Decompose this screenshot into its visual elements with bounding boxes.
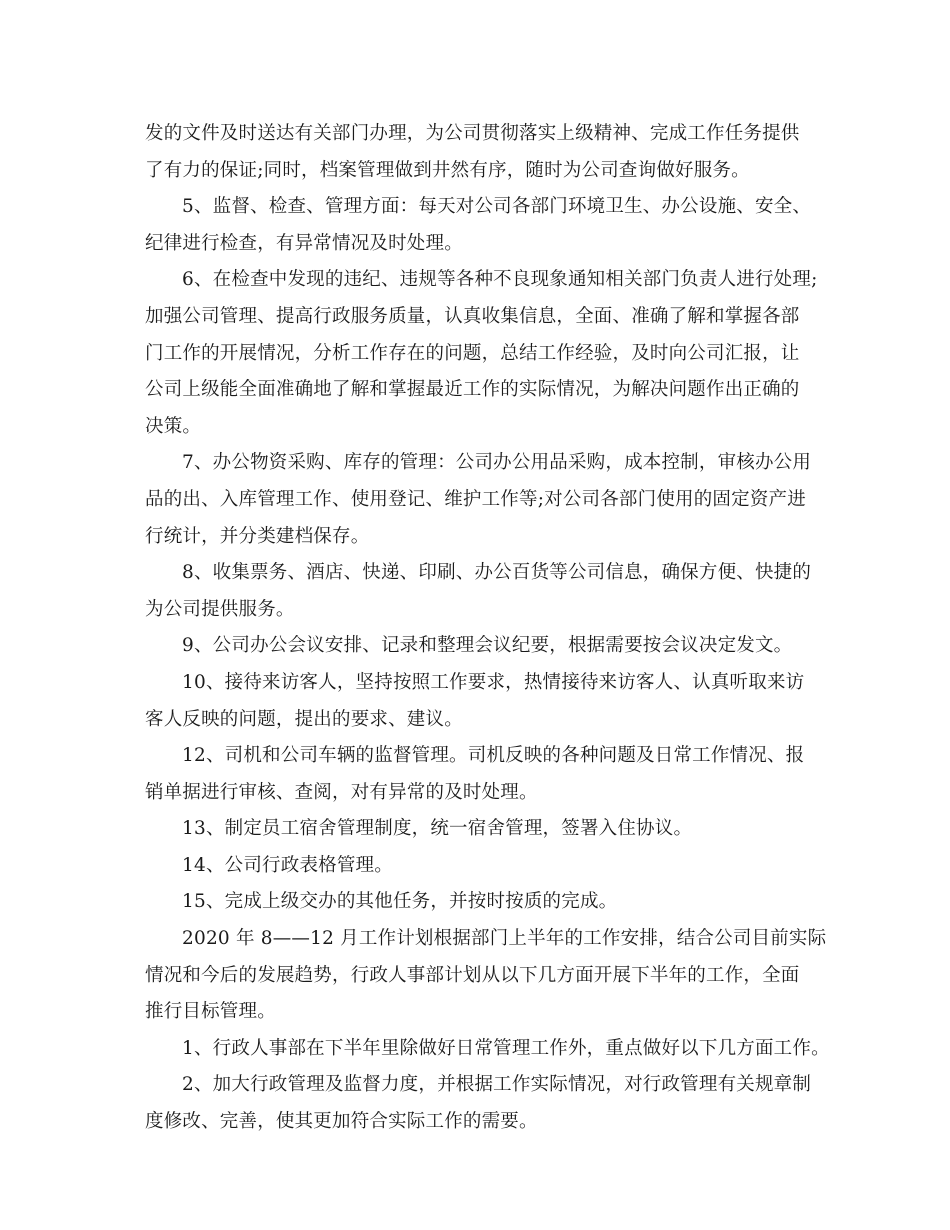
text-line: 推行目标管理。 bbox=[145, 1001, 276, 1023]
paragraph-start-line: 15、完成上级交办的其他任务，并按时按质的完成。 bbox=[182, 891, 618, 913]
text-line: 度修改、完善，使其更加符合实际工作的需要。 bbox=[145, 1111, 538, 1133]
paragraph-start-line: 10、接待来访客人，坚持按照工作要求，热情接待来访客人、认真听取来访 bbox=[182, 671, 805, 693]
text-line: 公司上级能全面准确地了解和掌握最近工作的实际情况，为解决问题作出正确的 bbox=[145, 379, 800, 401]
text-line: 门工作的开展情况，分析工作存在的问题，总结工作经验，及时向公司汇报，让 bbox=[145, 342, 800, 364]
text-line: 品的出、入库管理工作、使用登记、维护工作等;对公司各部门使用的固定资产进 bbox=[145, 488, 806, 510]
text-line: 销单据进行审核、查阅，对有异常的及时处理。 bbox=[145, 781, 538, 803]
paragraph-start-line: 7、办公物资采购、库存的管理：公司办公用品采购，成本控制，审核办公用 bbox=[182, 452, 812, 474]
text-line: 纪律进行检查，有异常情况及时处理。 bbox=[145, 232, 463, 254]
text-line: 客人反映的问题，提出的要求、建议。 bbox=[145, 708, 463, 730]
text-line: 发的文件及时送达有关部门办理，为公司贯彻落实上级精神、完成工作任务提供 bbox=[145, 123, 800, 144]
text-line: 了有力的保证;同时，档案管理做到井然有序，随时为公司查询做好服务。 bbox=[145, 159, 750, 181]
paragraph-start-line: 12、司机和公司车辆的监督管理。司机反映的各种问题及日常工作情况、报 bbox=[182, 745, 805, 767]
document-body bbox=[145, 116, 835, 1141]
text-line: 加强公司管理、提高行政服务质量，认真收集信息，全面、准确了解和掌握各部 bbox=[145, 305, 800, 327]
text-line: 行统计，并分类建档保存。 bbox=[145, 525, 370, 547]
text-line: 情况和今后的发展趋势，行政人事部计划从以下几方面开展下半年的工作，全面 bbox=[145, 964, 800, 986]
paragraph-start-line: 1、行政人事部在下半年里除做好日常管理工作外，重点做好以下几方面工作。 bbox=[182, 1037, 830, 1059]
paragraph-start-line: 13、制定员工宿舍管理制度，统一宿舍管理，签署入住协议。 bbox=[182, 818, 693, 840]
paragraph-start-line: 8、收集票务、酒店、快递、印刷、办公百货等公司信息，确保方便、快捷的 bbox=[182, 562, 812, 584]
paragraph-start-line: 2、加大行政管理及监督力度，并根据工作实际情况，对行政管理有关规章制 bbox=[182, 1074, 812, 1096]
paragraph-start-line: 14、公司行政表格管理。 bbox=[182, 854, 393, 876]
paragraph-start-line: 6、在检查中发现的违纪、违规等各种不良现象通知相关部门负责人进行处理; bbox=[182, 269, 818, 291]
text-line: 决策。 bbox=[145, 415, 202, 437]
paragraph-start-line: 2020 年 8——12 月工作计划根据部门上半年的工作安排，结合公司目前实际 bbox=[182, 928, 827, 950]
paragraph-start-line: 5、监督、检查、管理方面：每天对公司各部门环境卫生、办公设施、安全、 bbox=[182, 196, 812, 218]
paragraph-start-line: 9、公司办公会议安排、记录和整理会议纪要，根据需要按会议决定发文。 bbox=[182, 635, 793, 657]
text-line: 为公司提供服务。 bbox=[145, 598, 295, 620]
